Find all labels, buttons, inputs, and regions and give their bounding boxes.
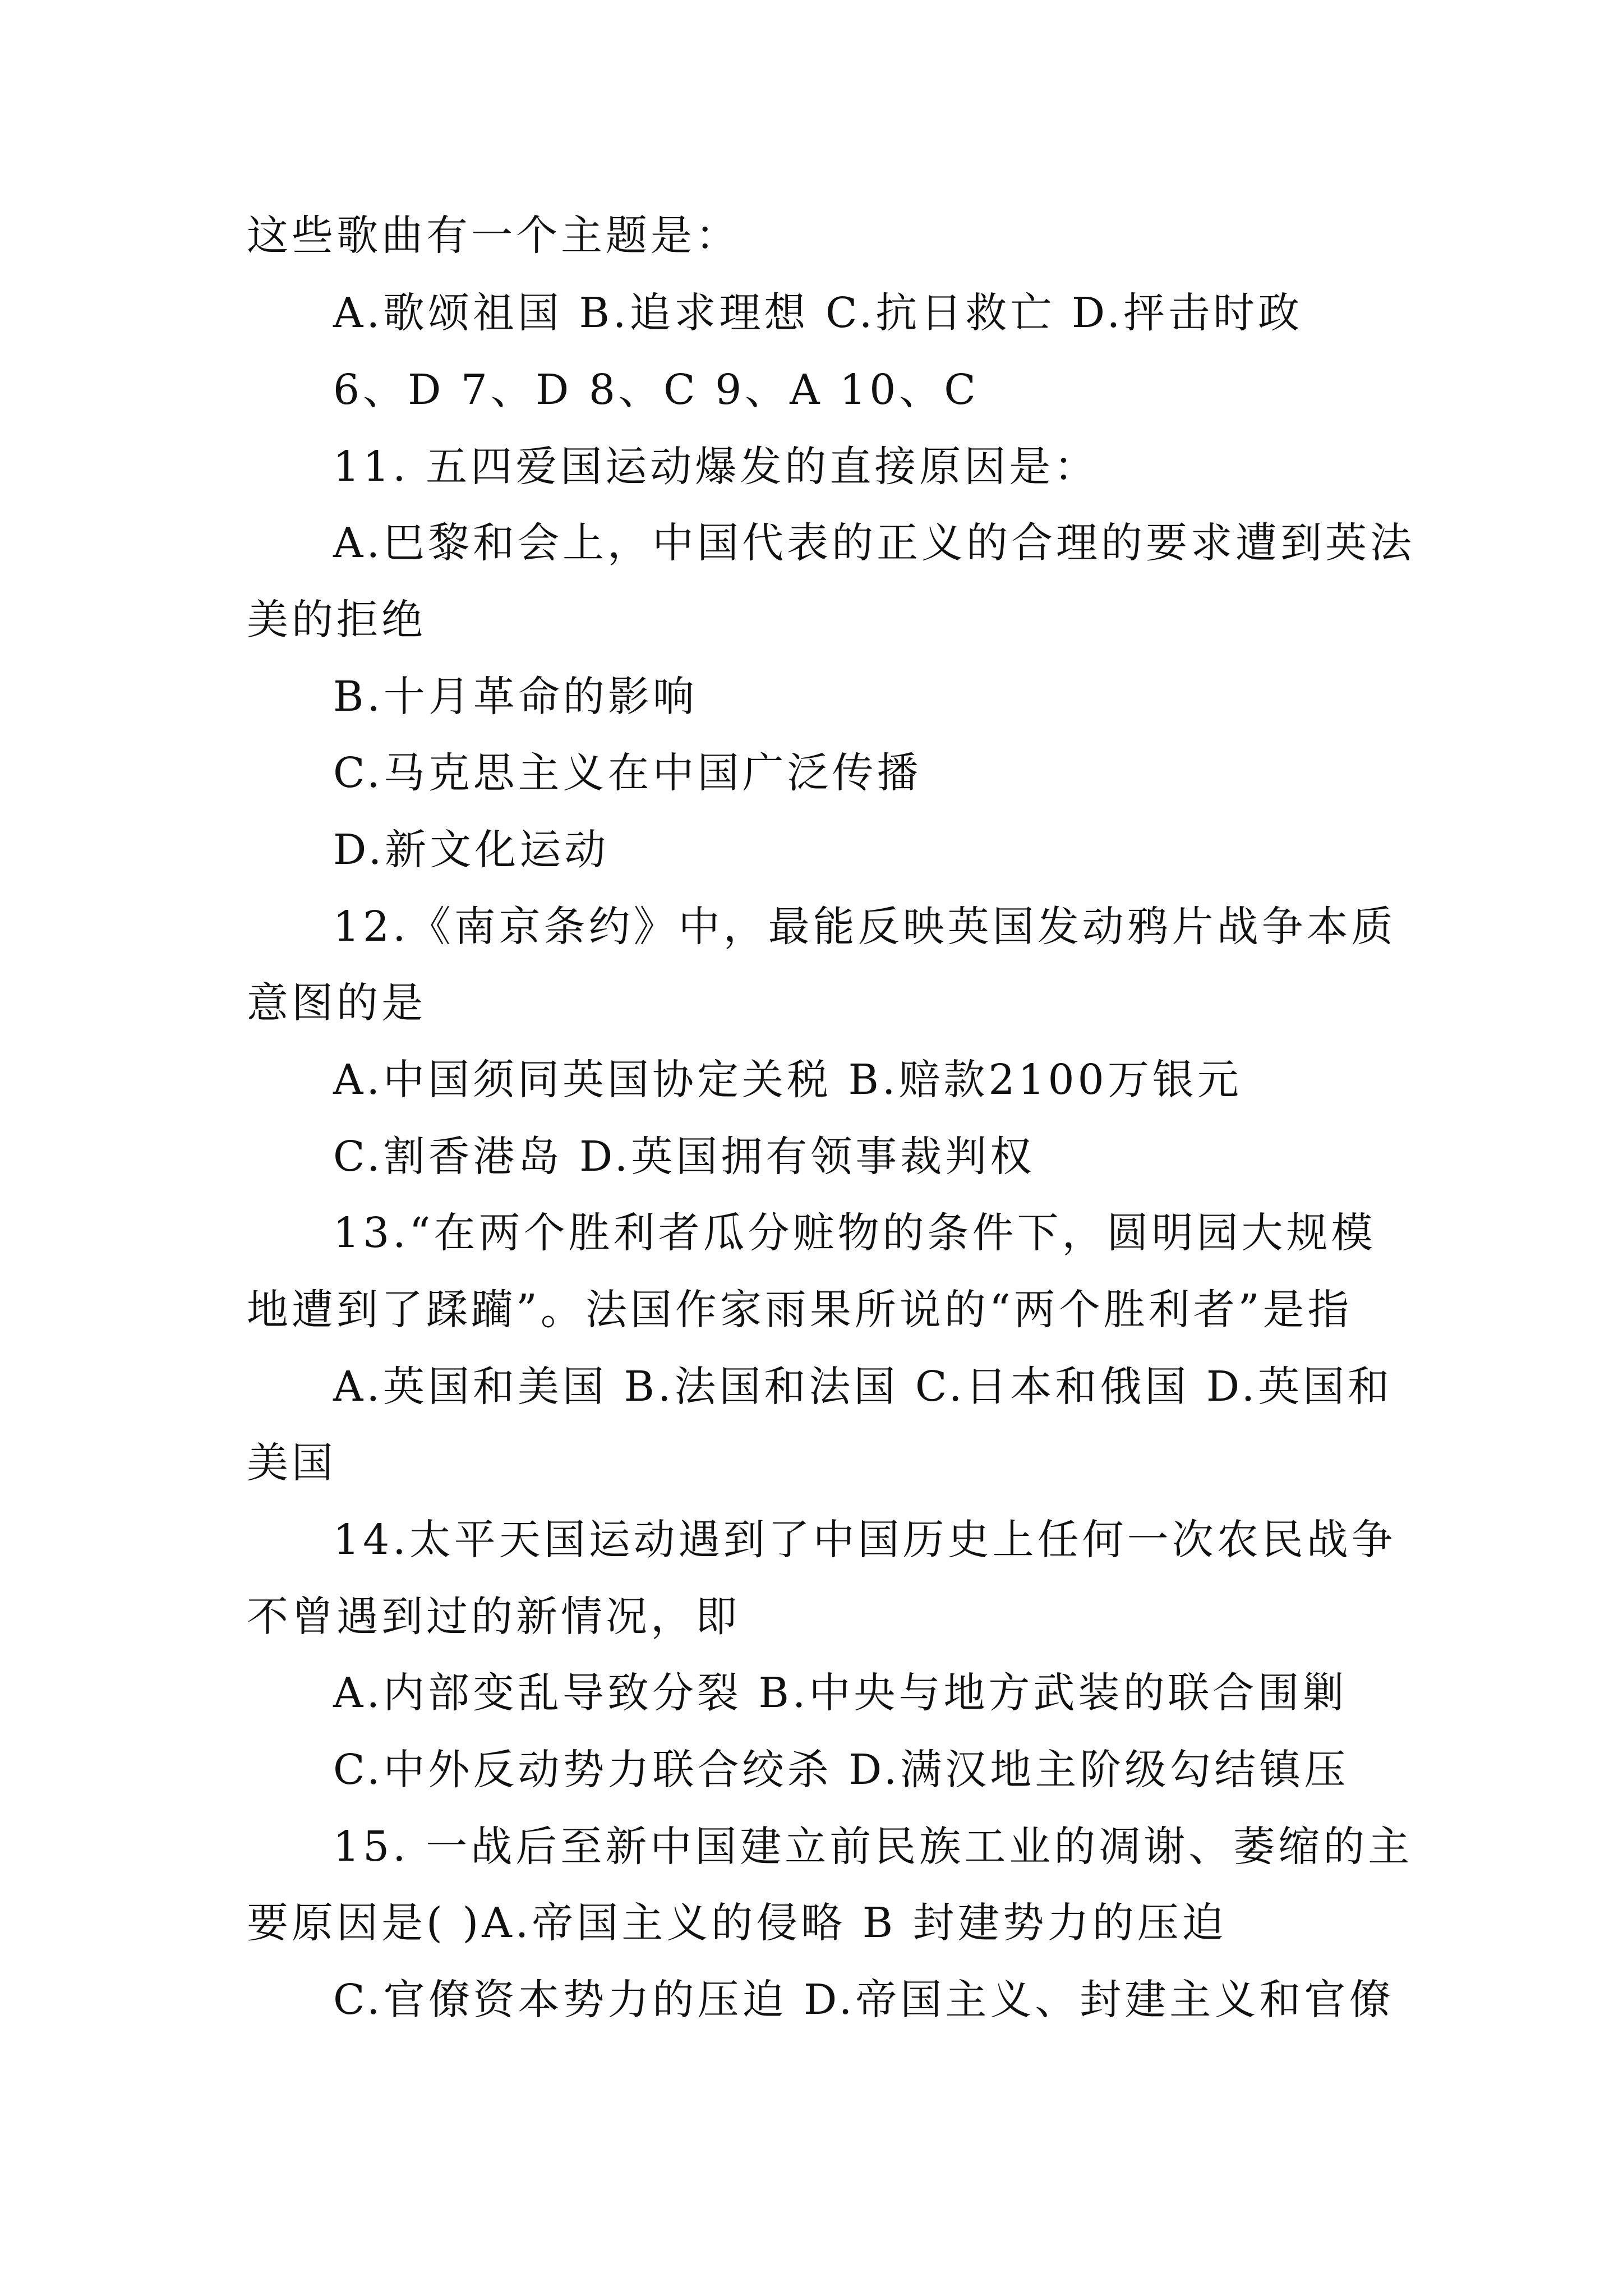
text-line: 美国: [247, 1439, 336, 1487]
option-line: A.巴黎和会上，中国代表的正义的合理的要求遭到英法: [333, 519, 1415, 567]
option-line: A.英国和美国 B.法国和法国 C.日本和俄国 D.英国和: [333, 1363, 1393, 1411]
question-11: 11. 五四爱国运动爆发的直接原因是：: [333, 443, 1099, 491]
question-12: 12.《南京条约》中，最能反映英国发动鸦片战争本质: [333, 903, 1396, 951]
option-line: D.新文化运动: [333, 826, 610, 874]
option-line: B.十月革命的影响: [333, 673, 698, 721]
option-line: C.官僚资本势力的压迫 D.帝国主义、封建主义和官僚: [333, 1976, 1394, 2024]
option-line: C.割香港岛 D.英国拥有领事裁判权: [333, 1133, 1035, 1181]
question-13: 13.“在两个胜利者瓜分赃物的条件下，圆明园大规模: [333, 1209, 1376, 1257]
option-line: A.中国须同英国协定关税 B.赔款2100万银元: [333, 1056, 1242, 1104]
text-line: 地遭到了蹂躏”。法国作家雨果所说的“两个胜利者”是指: [247, 1286, 1353, 1334]
text-line: 美的拒绝: [247, 596, 426, 644]
option-line: C.中外反动势力联合绞杀 D.满汉地主阶级勾结镇压: [333, 1746, 1349, 1794]
option-line: A.内部变乱导致分裂 B.中央与地方武装的联合围剿: [333, 1669, 1348, 1717]
option-line: A.歌颂祖国 B.追求理想 C.抗日救亡 D.抨击时政: [333, 289, 1303, 337]
question-14: 14.太平天国运动遇到了中国历史上任何一次农民战争: [333, 1516, 1396, 1564]
text-line: 这些歌曲有一个主题是：: [247, 211, 740, 260]
answer-key-line: 6、D 7、D 8、C 9、A 10、C: [333, 366, 979, 414]
text-line: 意图的是: [247, 979, 426, 1027]
text-line: 要原因是( )A.帝国主义的侵略 B 封建势力的压迫: [247, 1899, 1227, 1947]
question-15: 15. 一战后至新中国建立前民族工业的凋谢、萎缩的主: [333, 1823, 1413, 1871]
text-line: 不曾遇到过的新情况，即: [247, 1593, 740, 1641]
option-line: C.马克思主义在中国广泛传播: [333, 749, 922, 797]
